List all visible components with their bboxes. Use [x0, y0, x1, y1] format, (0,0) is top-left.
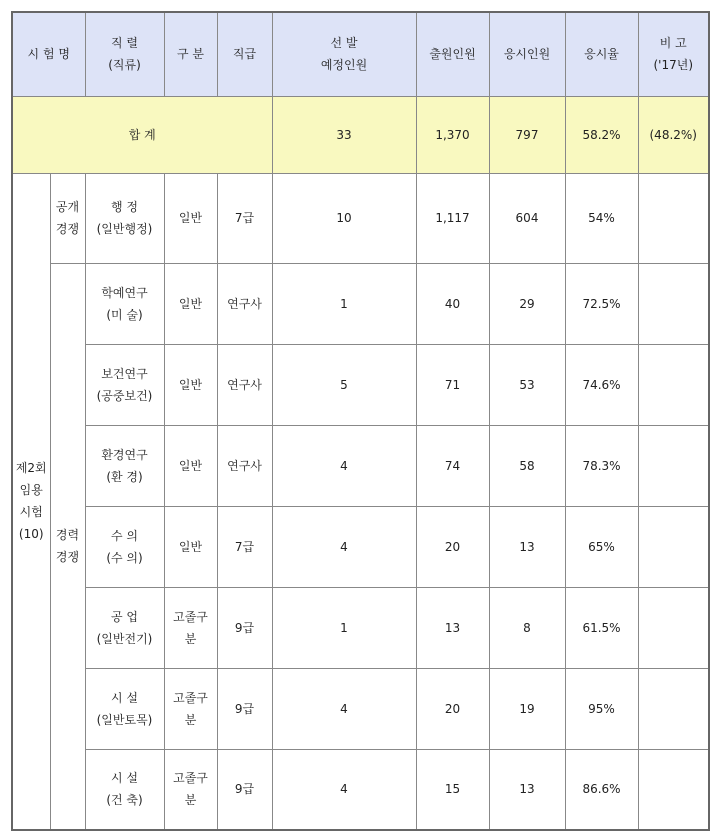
planned-cell: 4 — [272, 668, 416, 749]
header-examinees: 응시인원 — [489, 12, 565, 96]
category-cell: 고졸구 분 — [164, 668, 217, 749]
planned-cell: 4 — [272, 749, 416, 830]
planned-cell: 5 — [272, 344, 416, 425]
planned-cell: 10 — [272, 173, 416, 263]
header-planned: 선 발 예정인원 — [272, 12, 416, 96]
remark-cell — [638, 173, 709, 263]
series-cell: 보건연구 (공중보건) — [85, 344, 164, 425]
table-row — [12, 344, 709, 425]
total-planned: 33 — [272, 96, 416, 173]
series-cell: 수 의 (수 의) — [85, 506, 164, 587]
total-remark: (48.2%) — [638, 96, 709, 173]
examinees-cell: 13 — [489, 506, 565, 587]
series-cell: 시 설 (건 축) — [85, 749, 164, 830]
recruitment-table — [11, 11, 710, 831]
rate-cell: 54% — [565, 173, 638, 263]
grade-cell: 9급 — [217, 587, 272, 668]
grade-cell: 9급 — [217, 749, 272, 830]
table-row — [12, 506, 709, 587]
examinees-cell: 8 — [489, 587, 565, 668]
header-rate: 응시율 — [565, 12, 638, 96]
category-cell: 고졸구 분 — [164, 587, 217, 668]
series-cell: 행 정 (일반행정) — [85, 173, 164, 263]
rate-cell: 65% — [565, 506, 638, 587]
rate-cell: 86.6% — [565, 749, 638, 830]
rate-cell: 72.5% — [565, 263, 638, 344]
grade-cell: 7급 — [217, 173, 272, 263]
applicants-cell: 40 — [416, 263, 489, 344]
grade-cell: 연구사 — [217, 425, 272, 506]
applicants-cell: 71 — [416, 344, 489, 425]
header-category: 구 분 — [164, 12, 217, 96]
applicants-cell: 20 — [416, 506, 489, 587]
rate-cell: 74.6% — [565, 344, 638, 425]
table-row — [12, 668, 709, 749]
rate-cell: 95% — [565, 668, 638, 749]
series-cell: 시 설 (일반토목) — [85, 668, 164, 749]
grade-cell: 9급 — [217, 668, 272, 749]
category-cell: 일반 — [164, 425, 217, 506]
remark-cell — [638, 425, 709, 506]
remark-cell — [638, 344, 709, 425]
group-open: 공개 경쟁 — [50, 173, 85, 263]
examinees-cell: 29 — [489, 263, 565, 344]
category-cell: 일반 — [164, 506, 217, 587]
examinees-cell: 58 — [489, 425, 565, 506]
total-applicants: 1,370 — [416, 96, 489, 173]
rate-cell: 78.3% — [565, 425, 638, 506]
grade-cell: 7급 — [217, 506, 272, 587]
group-career: 경력 경쟁 — [50, 263, 85, 830]
applicants-cell: 1,117 — [416, 173, 489, 263]
header-job-series: 직 렬 (직류) — [85, 12, 164, 96]
applicants-cell: 13 — [416, 587, 489, 668]
total-row — [12, 96, 709, 173]
table-row — [12, 263, 709, 344]
total-label: 합 계 — [12, 96, 272, 173]
remark-cell — [638, 263, 709, 344]
applicants-cell: 20 — [416, 668, 489, 749]
table-row — [12, 425, 709, 506]
header-remark: 비 고 ('17년) — [638, 12, 709, 96]
planned-cell: 1 — [272, 263, 416, 344]
header-applicants: 출원인원 — [416, 12, 489, 96]
header-exam-name: 시 험 명 — [12, 12, 85, 96]
total-rate: 58.2% — [565, 96, 638, 173]
remark-cell — [638, 506, 709, 587]
series-cell: 환경연구 (환 경) — [85, 425, 164, 506]
table-row — [12, 749, 709, 830]
series-cell: 공 업 (일반전기) — [85, 587, 164, 668]
planned-cell: 4 — [272, 506, 416, 587]
grade-cell: 연구사 — [217, 263, 272, 344]
header-grade: 직급 — [217, 12, 272, 96]
rate-cell: 61.5% — [565, 587, 638, 668]
examinees-cell: 53 — [489, 344, 565, 425]
category-cell: 일반 — [164, 173, 217, 263]
examinees-cell: 19 — [489, 668, 565, 749]
series-cell: 학예연구 (미 술) — [85, 263, 164, 344]
category-cell: 일반 — [164, 263, 217, 344]
category-cell: 일반 — [164, 344, 217, 425]
applicants-cell: 74 — [416, 425, 489, 506]
remark-cell — [638, 668, 709, 749]
examinees-cell: 604 — [489, 173, 565, 263]
remark-cell — [638, 587, 709, 668]
category-cell: 고졸구 분 — [164, 749, 217, 830]
table-row — [12, 173, 709, 263]
exam-name-cell: 제2회 임용 시험 (10) — [12, 173, 50, 830]
table-wrapper — [11, 11, 710, 831]
planned-cell: 4 — [272, 425, 416, 506]
remark-cell — [638, 749, 709, 830]
grade-cell: 연구사 — [217, 344, 272, 425]
examinees-cell: 13 — [489, 749, 565, 830]
table-row — [12, 587, 709, 668]
planned-cell: 1 — [272, 587, 416, 668]
header-row — [12, 12, 709, 96]
applicants-cell: 15 — [416, 749, 489, 830]
total-examinees: 797 — [489, 96, 565, 173]
